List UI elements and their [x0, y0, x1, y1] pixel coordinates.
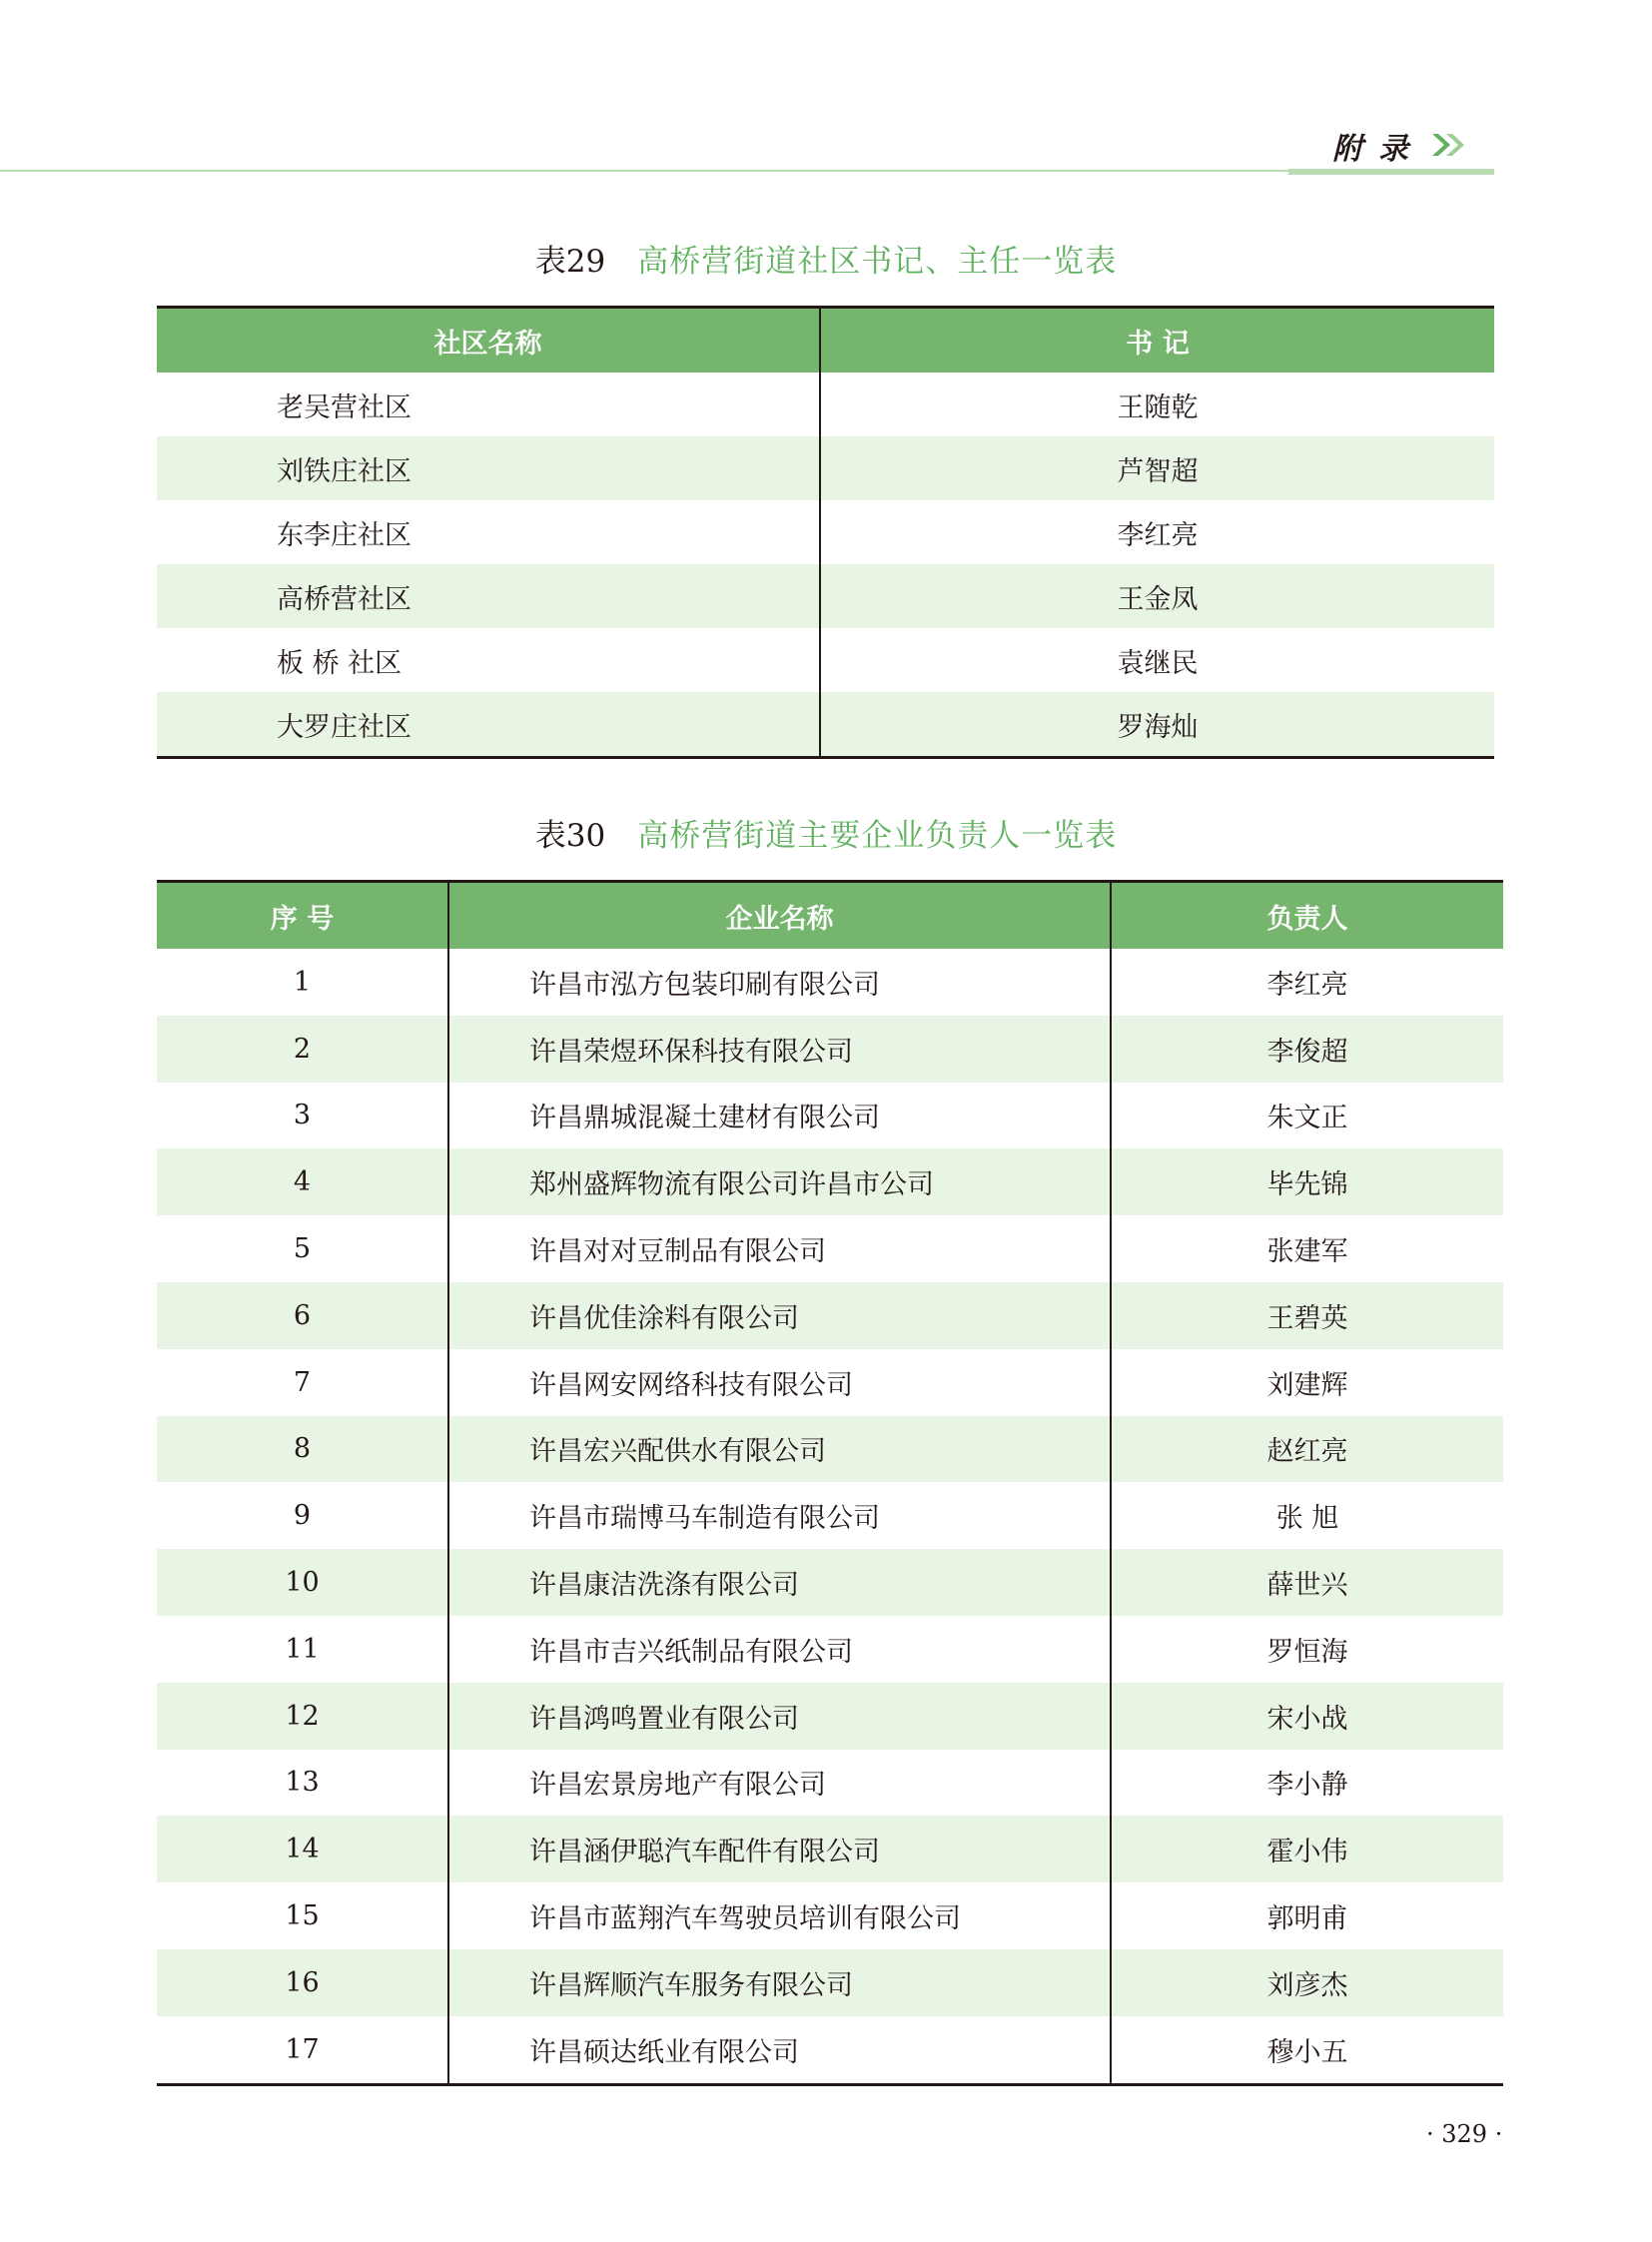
company-name-cell: 许昌辉顺汽车服务有限公司 [448, 1949, 1111, 2016]
person-name-cell: 张建军 [1266, 1236, 1348, 1268]
table-29-title: 高桥营街道社区书记、主任一览表 [637, 244, 1118, 280]
index-cell: 9 [157, 1482, 448, 1549]
table-29 [157, 306, 1494, 759]
company-name-cell: 许昌硕达纸业有限公司 [448, 2016, 1111, 2084]
secretary-name-cell: 罗海灿 [820, 692, 1494, 758]
table-row [157, 949, 1503, 1016]
person-name-cell: 穆小五 [1266, 2036, 1348, 2068]
double-chevron-icon [1430, 132, 1470, 158]
table-row [157, 1616, 1503, 1683]
person-name-cell: 李红亮 [1266, 969, 1348, 1001]
table-row [157, 1482, 1503, 1549]
company-name-cell: 许昌宏兴配供水有限公司 [448, 1416, 1111, 1483]
column-header-index: 序 号 [157, 882, 448, 950]
table-header-row [157, 882, 1503, 950]
index-cell: 11 [157, 1616, 448, 1683]
table-row [157, 1148, 1503, 1215]
table-row [157, 1750, 1503, 1817]
index-cell: 10 [157, 1549, 448, 1616]
table-29-number: 表29 [534, 244, 606, 280]
company-name-cell: 许昌鸿鸣置业有限公司 [448, 1683, 1111, 1750]
secretary-name-cell: 王随乾 [1117, 391, 1199, 423]
column-header-person: 负责人 [1111, 882, 1503, 950]
company-name-cell: 许昌市蓝翔汽车驾驶员培训有限公司 [448, 1882, 1111, 1949]
community-name-cell: 刘铁庄社区 [157, 436, 820, 500]
index-cell: 8 [157, 1416, 448, 1483]
table-row [157, 1282, 1503, 1349]
table-29-caption [0, 236, 1652, 281]
person-name-cell: 李小静 [1266, 1770, 1348, 1802]
table-row [157, 2016, 1503, 2084]
person-name-cell: 罗恒海 [1266, 1636, 1348, 1668]
table-row [157, 564, 1494, 628]
index-cell: 2 [157, 1016, 448, 1083]
table-30 [157, 880, 1503, 2086]
person-name-cell: 王碧英 [1111, 1282, 1503, 1349]
table-row [157, 1882, 1503, 1949]
person-name-cell: 张 旭 [1275, 1503, 1339, 1535]
column-header-community: 社区名称 [157, 308, 820, 374]
table-row [157, 628, 1494, 692]
person-name-cell: 毕先锦 [1111, 1148, 1503, 1215]
secretary-name-cell: 芦智超 [820, 436, 1494, 500]
table-row [157, 1683, 1503, 1750]
secretary-name-cell: 袁继民 [1117, 647, 1199, 679]
person-name-cell: 刘彦杰 [1111, 1949, 1503, 2016]
company-name-cell: 郑州盛辉物流有限公司许昌市公司 [448, 1148, 1111, 1215]
table-row [157, 1816, 1503, 1882]
table-row [157, 692, 1494, 758]
person-name-cell: 薛世兴 [1111, 1549, 1503, 1616]
index-cell: 3 [157, 1083, 448, 1149]
secretary-name-cell: 李红亮 [1117, 519, 1199, 551]
header-rule [0, 170, 1494, 172]
table-30-title: 高桥营街道主要企业负责人一览表 [637, 818, 1118, 854]
company-name-cell: 许昌网安网络科技有限公司 [448, 1349, 1111, 1416]
community-name-cell: 老吴营社区 [157, 373, 820, 436]
table-row [157, 1549, 1503, 1616]
company-name-cell: 许昌市瑞博马车制造有限公司 [448, 1482, 1111, 1549]
person-name-cell: 李俊超 [1111, 1016, 1503, 1083]
company-name-cell: 许昌优佳涂料有限公司 [448, 1282, 1111, 1349]
index-cell: 13 [157, 1750, 448, 1817]
company-name-cell: 许昌鼎城混凝土建材有限公司 [448, 1083, 1111, 1149]
company-name-cell: 许昌市吉兴纸制品有限公司 [448, 1616, 1111, 1683]
person-name-cell: 朱文正 [1266, 1103, 1348, 1134]
table-row [157, 373, 1494, 436]
running-head: 附录 [1332, 132, 1424, 167]
table-row [157, 1016, 1503, 1083]
table-row [157, 500, 1494, 564]
person-name-cell: 霍小伟 [1111, 1816, 1503, 1882]
community-name-cell: 东李庄社区 [157, 500, 820, 564]
index-cell: 17 [157, 2016, 448, 2084]
person-name-cell: 刘建辉 [1266, 1369, 1348, 1401]
column-header-secretary: 书 记 [820, 308, 1494, 374]
table-30-caption [0, 810, 1652, 855]
index-cell: 6 [157, 1282, 448, 1349]
index-cell: 7 [157, 1349, 448, 1416]
company-name-cell: 许昌涵伊聪汽车配件有限公司 [448, 1816, 1111, 1882]
table-header-row [157, 308, 1494, 374]
table-row [157, 1416, 1503, 1483]
community-name-cell: 高桥营社区 [157, 564, 820, 628]
index-cell: 1 [157, 949, 448, 1016]
company-name-cell: 许昌荣煜环保科技有限公司 [448, 1016, 1111, 1083]
person-name-cell: 赵红亮 [1111, 1416, 1503, 1483]
company-name-cell: 许昌市泓方包装印刷有限公司 [448, 949, 1111, 1016]
table-row [157, 1349, 1503, 1416]
index-cell: 16 [157, 1949, 448, 2016]
index-cell: 12 [157, 1683, 448, 1750]
secretary-name-cell: 王金凤 [820, 564, 1494, 628]
community-name-cell: 大罗庄社区 [157, 692, 820, 758]
table-row [157, 1083, 1503, 1149]
table-row [157, 436, 1494, 500]
index-cell: 5 [157, 1215, 448, 1282]
person-name-cell: 宋小战 [1111, 1683, 1503, 1750]
table-row [157, 1949, 1503, 2016]
person-name-cell: 郭明甫 [1266, 1903, 1348, 1935]
company-name-cell: 许昌康洁洗涤有限公司 [448, 1549, 1111, 1616]
header-rule-accent [1288, 169, 1494, 175]
company-name-cell: 许昌宏景房地产有限公司 [448, 1750, 1111, 1817]
table-row [157, 1215, 1503, 1282]
community-name-cell: 板 桥 社区 [157, 628, 820, 692]
company-name-cell: 许昌对对豆制品有限公司 [448, 1215, 1111, 1282]
column-header-company: 企业名称 [448, 882, 1111, 950]
page-number: · 329 · [1426, 2120, 1503, 2148]
index-cell: 4 [157, 1148, 448, 1215]
index-cell: 15 [157, 1882, 448, 1949]
index-cell: 14 [157, 1816, 448, 1882]
table-30-number: 表30 [534, 818, 606, 854]
